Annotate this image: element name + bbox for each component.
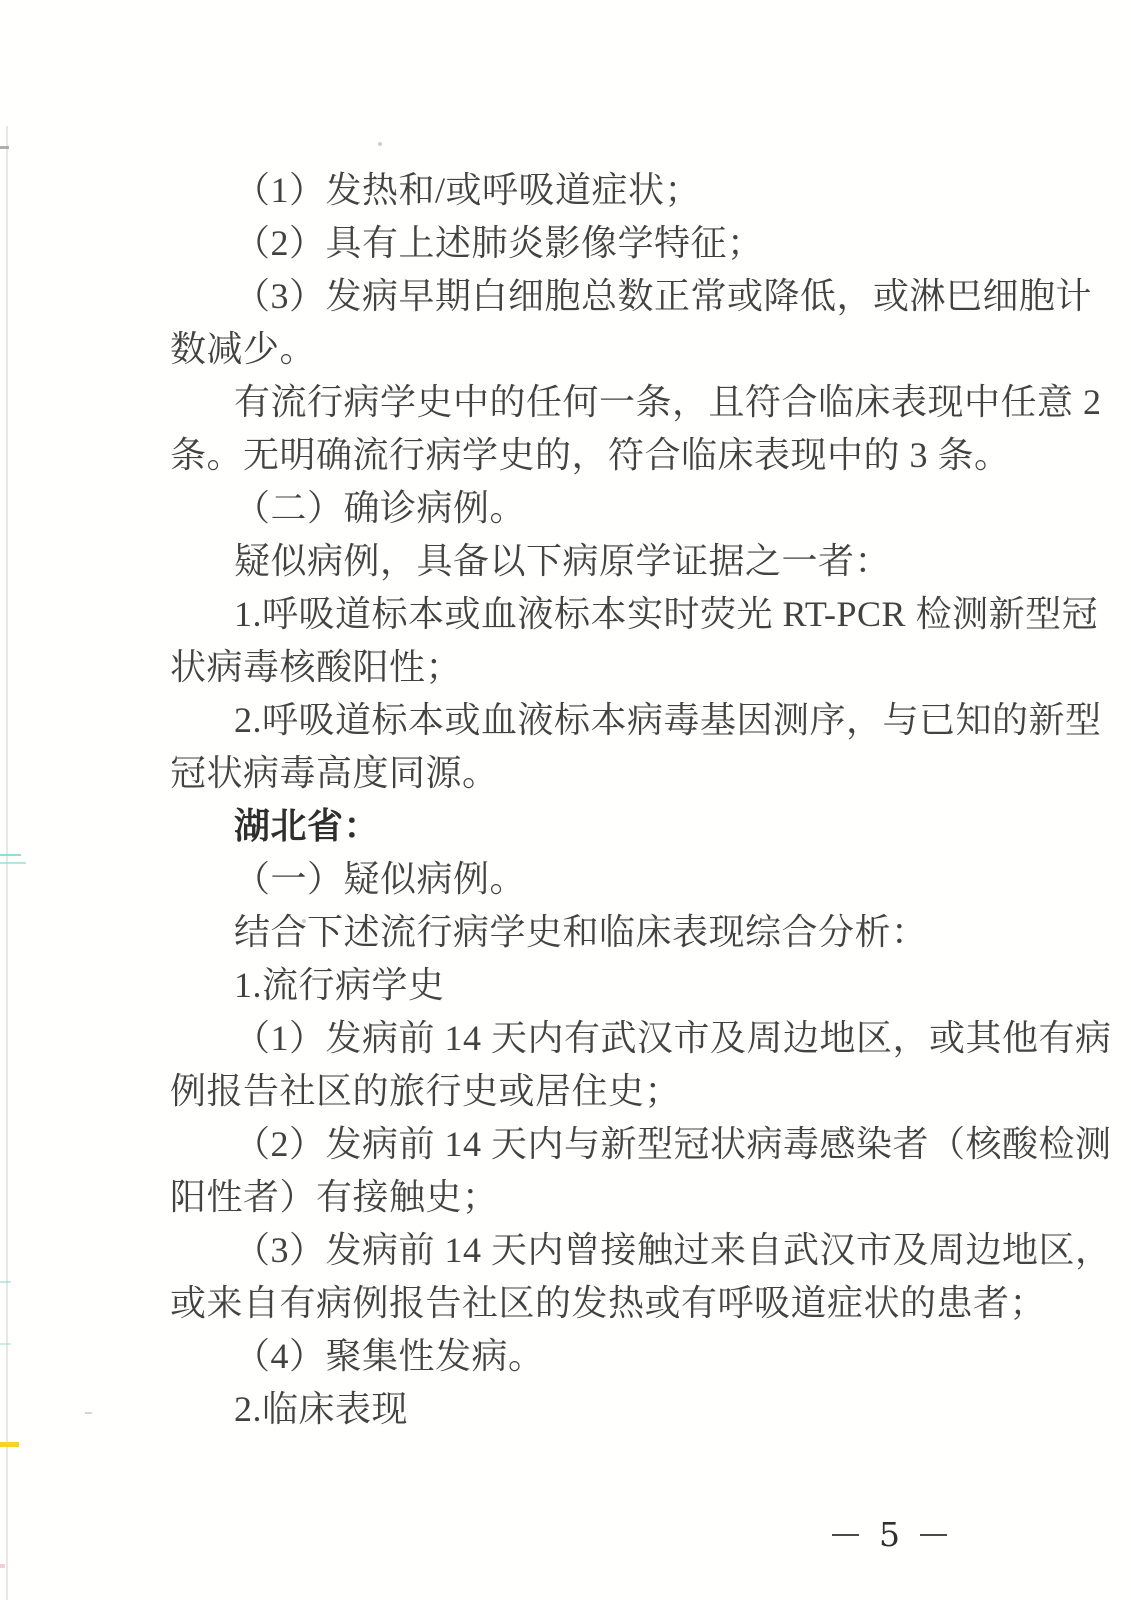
text-line: （3）发病前 14 天内曾接触过来自武汉市及周边地区， xyxy=(234,1230,1112,1270)
text-line: 结合下述流行病学史和临床表现综合分析： xyxy=(234,912,928,952)
text-line: （一）疑似病例。 xyxy=(234,859,527,899)
scan-tick-mark xyxy=(0,146,9,149)
text-line: （二）确诊病例。 xyxy=(234,488,527,528)
text-line: 状病毒核酸阳性； xyxy=(170,647,463,687)
scan-streak-teal xyxy=(0,1343,11,1345)
text-line: （3）发病早期白细胞总数正常或降低，或淋巴细胞计 xyxy=(234,276,1093,316)
scan-speck xyxy=(378,142,382,146)
text-line: （4）聚集性发病。 xyxy=(234,1336,545,1376)
text-line: （2）发病前 14 天内与新型冠状病毒感染者（核酸检测 xyxy=(234,1124,1112,1164)
footer-dash-left xyxy=(832,1534,859,1536)
text-line: 冠状病毒高度同源。 xyxy=(170,753,499,793)
scan-speck xyxy=(85,1412,92,1414)
page-footer xyxy=(832,1515,947,1554)
text-line: （2）具有上述肺炎影像学特征； xyxy=(234,223,764,263)
text-line: 条。无明确流行病学史的，符合临床表现中的 3 条。 xyxy=(170,435,1011,475)
text-line: 阳性者）有接触史； xyxy=(170,1177,499,1217)
scan-streak-yellow xyxy=(0,1442,19,1447)
text-line: 疑似病例，具备以下病原学证据之一者： xyxy=(234,541,892,581)
text-line: 1.流行病学史 xyxy=(234,965,445,1005)
text-line: （1）发病前 14 天内有武汉市及周边地区，或其他有病 xyxy=(234,1018,1112,1058)
text-line: 例报告社区的旅行史或居住史； xyxy=(170,1071,682,1111)
footer-dash-right xyxy=(920,1534,947,1536)
scan-streak-teal xyxy=(0,854,21,856)
text-line: （1）发热和/或呼吸道症状； xyxy=(234,170,702,210)
document-body xyxy=(170,164,1112,1436)
text-line: 1.呼吸道标本或血液标本实时荧光 RT-PCR 检测新型冠 xyxy=(234,594,1099,634)
page-number: 5 xyxy=(879,1515,900,1554)
text-line: 有流行病学史中的任何一条，且符合临床表现中任意 2 xyxy=(234,382,1102,422)
text-line: 数减少。 xyxy=(170,329,317,369)
scan-streak-teal xyxy=(0,1281,11,1283)
text-line: 2.呼吸道标本或血液标本病毒基因测序，与已知的新型 xyxy=(234,700,1102,740)
text-line: 湖北省： xyxy=(234,806,381,846)
text-line: 或来自有病例报告社区的发热或有呼吸道症状的患者； xyxy=(170,1283,1047,1323)
scan-streak-teal xyxy=(0,862,26,864)
text-line: 2.临床表现 xyxy=(234,1389,409,1429)
scan-streak-pink xyxy=(0,1564,5,1568)
